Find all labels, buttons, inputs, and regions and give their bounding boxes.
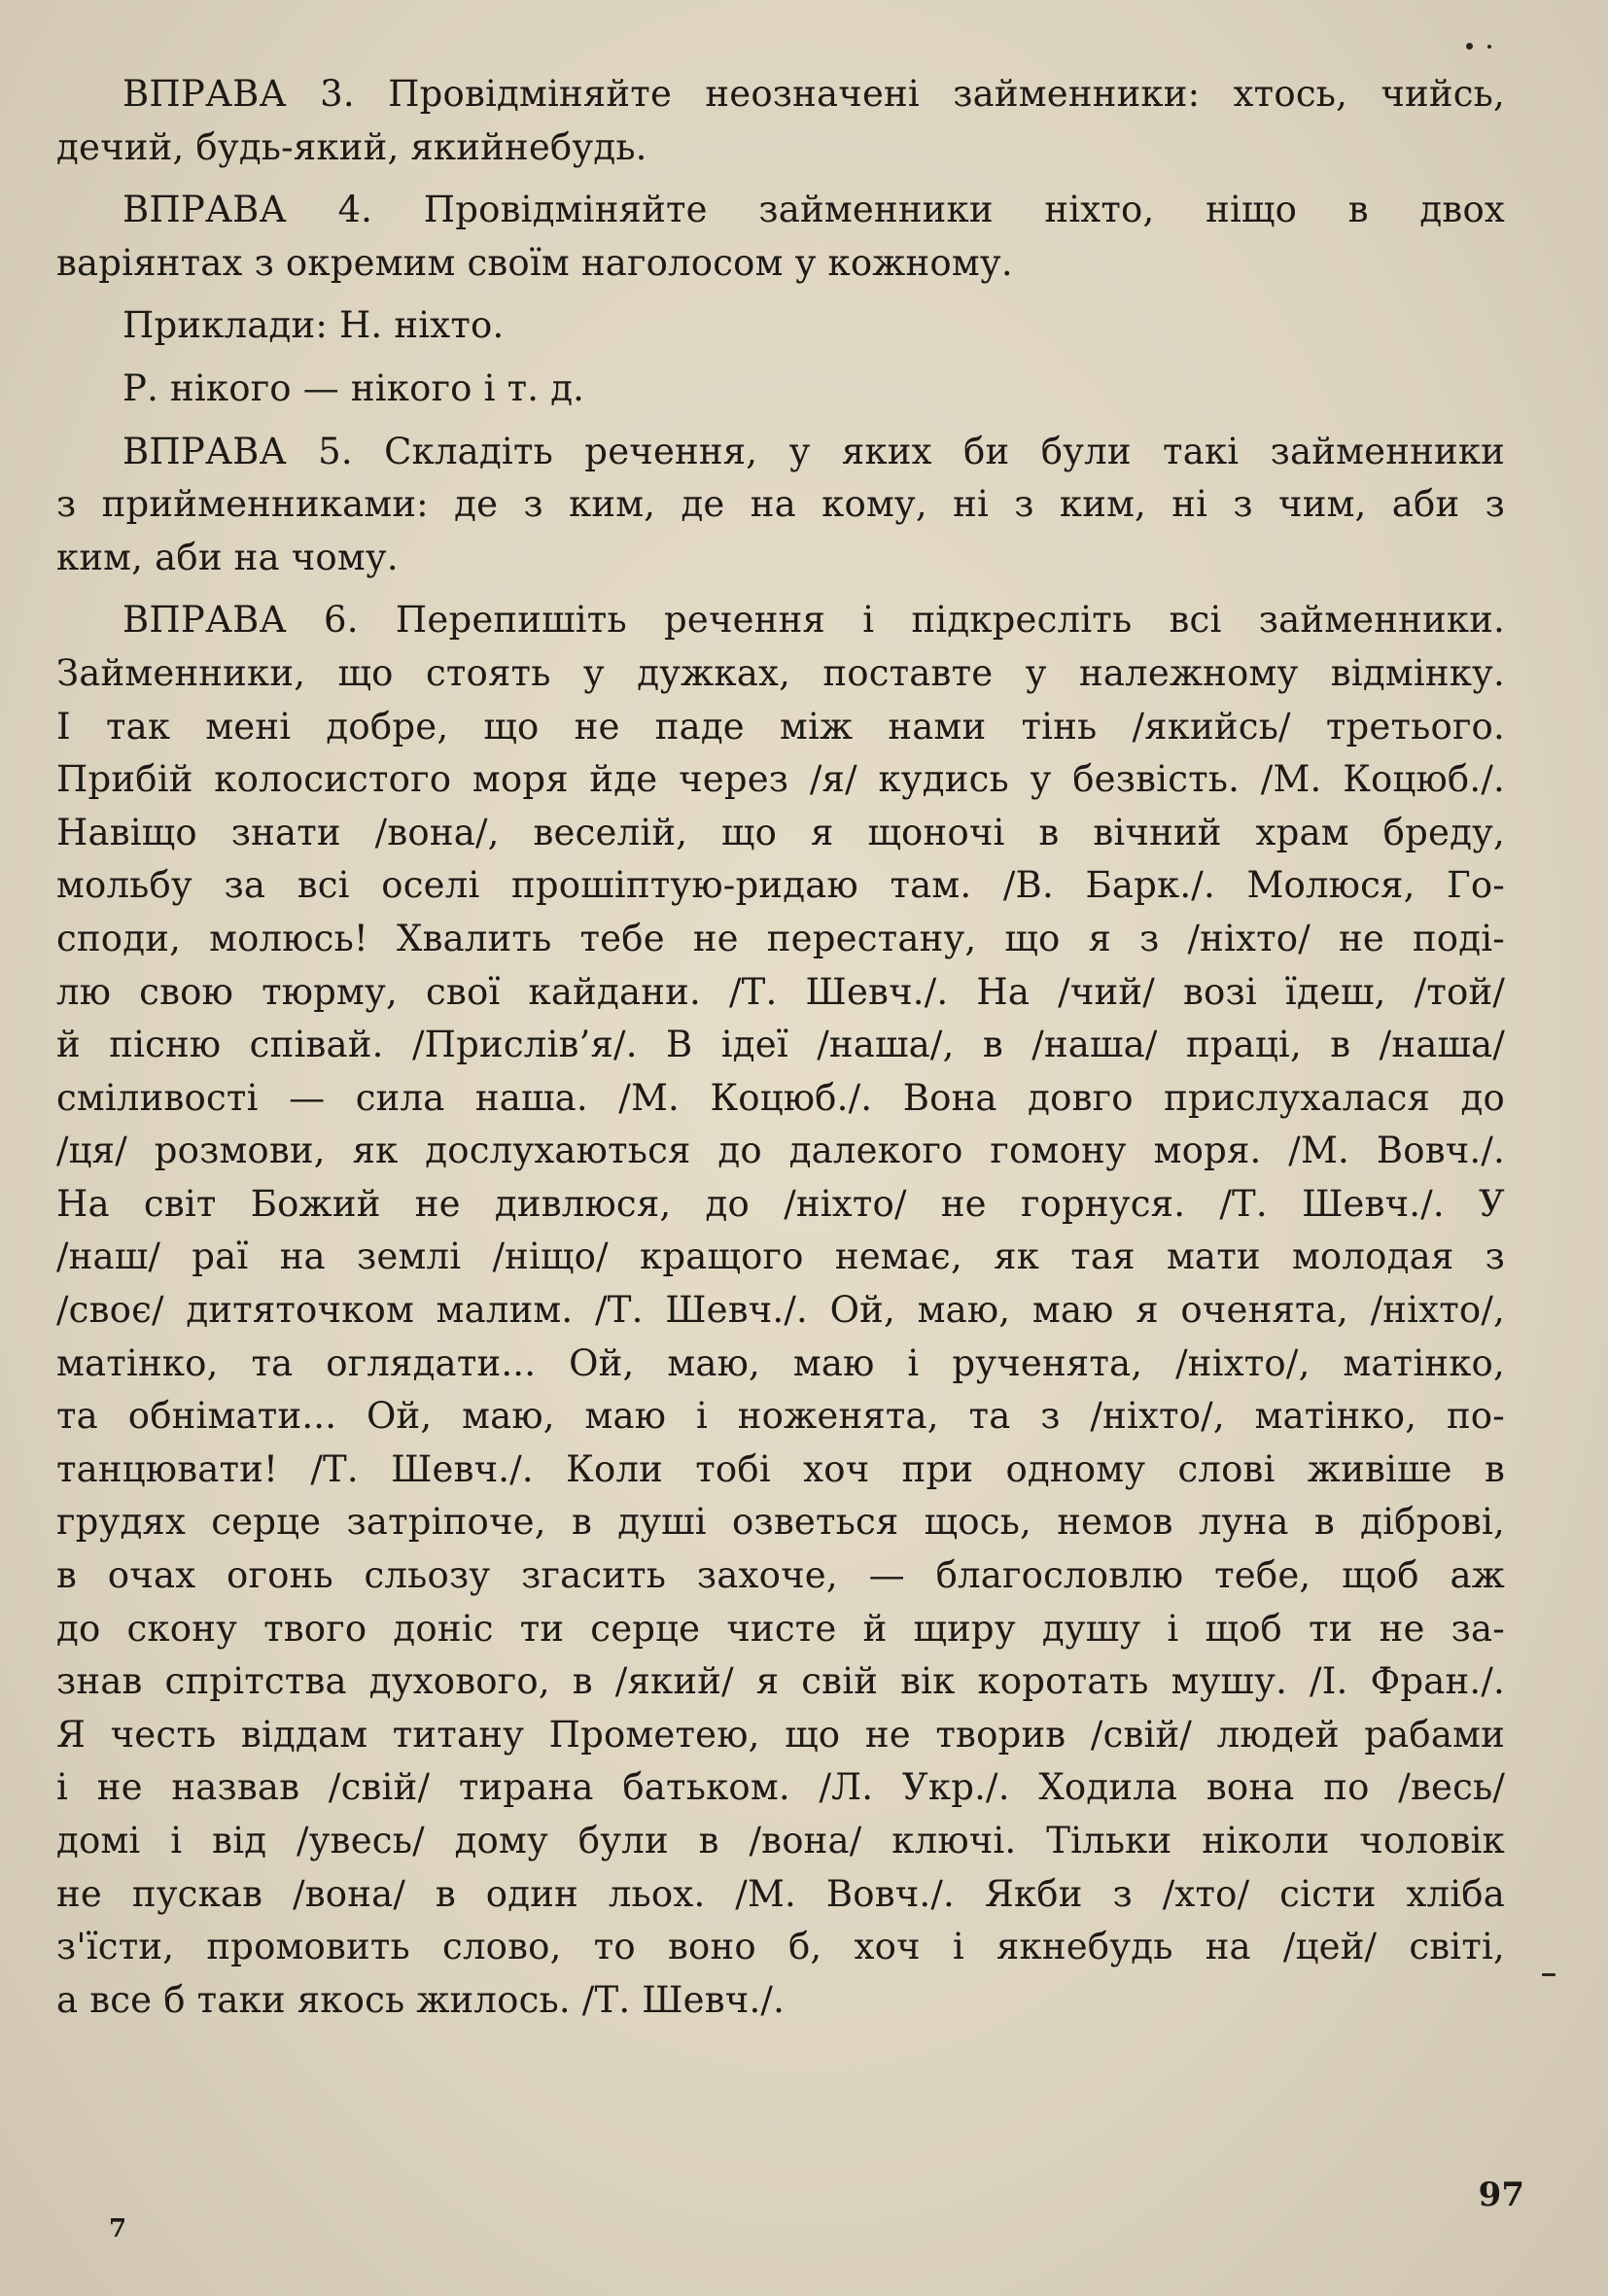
text-line: Р. нікого — нікого і т. д. <box>122 366 585 409</box>
text-line: Навіщо знати /вона/, веселій, що я щоночі в вічний храм бреду, <box>56 811 1505 853</box>
page-number: 97 <box>1478 2175 1524 2214</box>
text-line: І так мені добре, що не паде між нами тінь /якийсь/ третього. <box>56 705 1505 748</box>
text-line: Приклади: Н. ніхто. <box>122 304 505 347</box>
text-line: Я честь віддам титану Прометею, що не творив /свій/ людей рабами <box>56 1713 1505 1756</box>
text-line: Займенники, що стоять у дужках, поставте у належному відмінку. <box>56 651 1505 694</box>
text-line: мольбу за всі оселі прошіптую-ридаю там. /В. Барк./. Молюся, Го- <box>56 864 1505 907</box>
signature-mark: 7 <box>109 2214 127 2244</box>
print-speck <box>1542 1973 1556 1976</box>
text-line: й пісню співай. /Прислів’я/. В ідеї /наша/, в /наша/ праці, в /наша/ <box>56 1024 1505 1066</box>
text-line: домі і від /увесь/ дому були в /вона/ ключі. Тільки ніколи чоловік <box>56 1820 1505 1861</box>
text-line: до скону твого доніс ти серце чисте й щиру душу і щоб ти не за- <box>56 1607 1505 1650</box>
text-line: і не назвав /свій/ тирана батьком. /Л. Укр./. Ходила вона по /весь/ <box>56 1766 1505 1809</box>
text-line: грудях серце затріпоче, в душі озветься щось, немов луна в діброві, <box>56 1501 1505 1544</box>
text-line: варіянтах з окремим своїм наголосом у кожному. <box>56 241 1013 284</box>
text-line: з прийменниками: де з ким, де на кому, ні з ким, ні з чим, аби з <box>56 483 1505 526</box>
text-line: Прибій колосистого моря йде через /я/ кудись у безвість. /М. Коцюб./. <box>56 758 1505 801</box>
text-line: ВПРАВА 6. Перепишіть речення і підкресліть всі займенники. <box>122 599 1505 642</box>
text-line: в очах огонь сльозу згасить захоче, — благословлю тебе, щоб аж <box>56 1554 1505 1597</box>
text-line: споди, молюсь! Хвалить тебе не перестану, що я з /ніхто/ не поді- <box>56 917 1505 959</box>
text-line: знав спрітства духового, в /який/ я свій вік коротать мушу. /І. Фран./. <box>56 1660 1505 1703</box>
text-line: На світ Божий не дивлюся, до /ніхто/ не горнуся. /Т. Шевч./. У <box>56 1182 1505 1225</box>
text-line: ВПРАВА 5. Складіть речення, у яких би були такі займенники <box>122 430 1505 472</box>
print-speck <box>1466 43 1473 50</box>
text-line: матінко, та оглядати... Ой, маю, маю і рученята, /ніхто/, матінко, <box>56 1341 1505 1384</box>
text-line: не пускав /вона/ в один льох. /М. Вовч./. Якби з /хто/ сісти хліба <box>56 1872 1505 1915</box>
text-line: ВПРАВА 3. Провідміняйте неозначені займенники: хтось, чийсь, <box>122 73 1505 115</box>
text-line: /наш/ раї на землі /ніщо/ кращого немає, як тая мати молодая з <box>56 1235 1505 1278</box>
text-line: танцювати! /Т. Шевч./. Коли тобі хоч при одному слові живіше в <box>56 1447 1505 1490</box>
text-line: з'їсти, промовить слово, то воно б, хоч і якнебудь на /цей/ світі, <box>56 1926 1505 1968</box>
text-line: ВПРАВА 4. Провідміняйте займенники ніхто, ніщо в двох <box>122 189 1505 231</box>
text-line: /своє/ дитяточком малим. /Т. Шевч./. Ой, маю, маю я оченята, /ніхто/, <box>56 1289 1505 1332</box>
text-line: /ця/ розмови, як дослухаються до далекого гомону моря. /М. Вовч./. <box>56 1130 1505 1172</box>
text-line: дечий, будь-який, якийнебудь. <box>56 125 647 168</box>
text-line: а все б таки якось жилось. /Т. Шевч./. <box>56 1978 786 2021</box>
text-line: ким, аби на чому. <box>56 536 399 578</box>
exercise-text <box>56 68 1505 2027</box>
text-line: та обнімати... Ой, маю, маю і ноженята, та з /ніхто/, матінко, по- <box>56 1395 1505 1438</box>
print-speck <box>1487 45 1491 49</box>
text-line: лю свою тюрму, свої кайдани. /Т. Шевч./. На /чий/ возі їдеш, /той/ <box>56 970 1505 1013</box>
text-line: сміливості — сила наша. /М. Коцюб./. Вона довго прислухалася до <box>56 1076 1505 1119</box>
